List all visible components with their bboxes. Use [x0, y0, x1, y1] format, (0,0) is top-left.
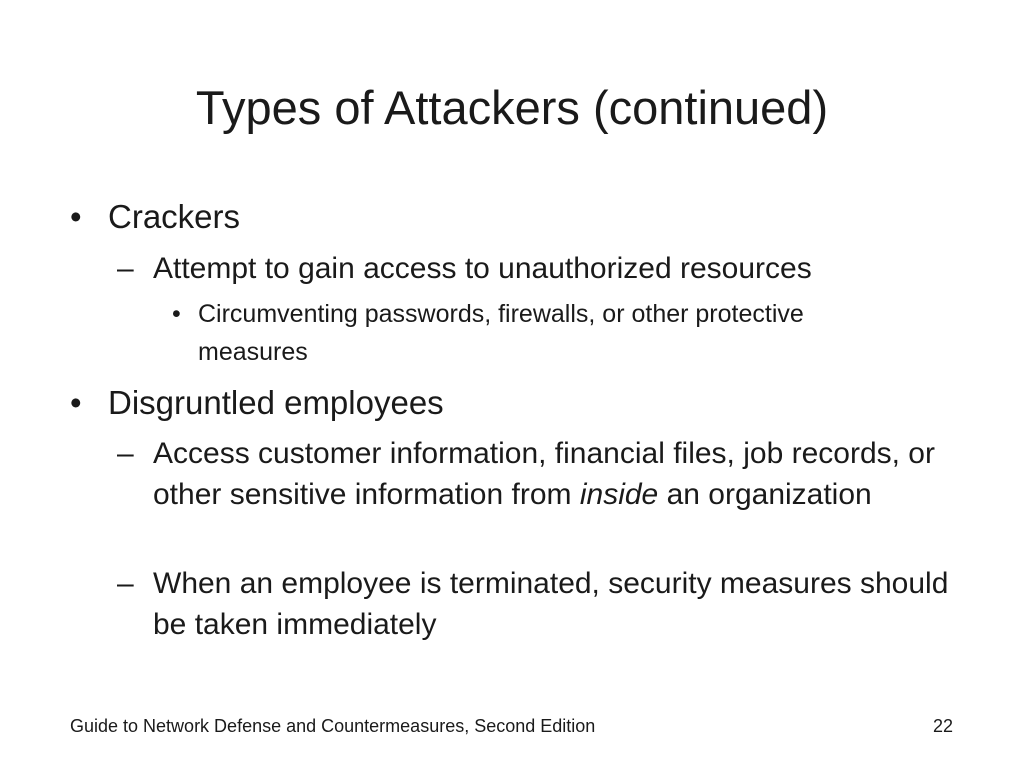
footer-text: Guide to Network Defense and Countermeasures, Second Edition — [70, 716, 596, 736]
bullet-text: Disgruntled employees — [108, 384, 444, 421]
emphasis-text: inside — [579, 478, 659, 511]
sub-item-access-info — [117, 433, 968, 515]
dash-icon: – — [117, 252, 134, 285]
sub-item-terminated — [117, 563, 968, 645]
sub-item-attempt-access — [117, 248, 968, 289]
bullet-text: Crackers — [108, 198, 241, 235]
bullet-icon: • — [70, 384, 82, 421]
sub-sub-item-text: Circumventing passwords, firewalls, or other protective measures — [198, 300, 804, 366]
sub-sub-item-circumventing — [172, 295, 838, 371]
dash-icon: – — [117, 567, 134, 600]
bullet-item-crackers — [70, 197, 968, 237]
slide-title: Types of Attackers (continued) — [195, 81, 829, 134]
page-number: 22 — [932, 716, 953, 736]
dash-icon: – — [117, 437, 134, 470]
sub-item-text: When an employee is terminated, security measures should be taken immediately — [153, 567, 949, 641]
bullet-item-disgruntled — [70, 383, 968, 423]
bullet-icon: • — [70, 198, 82, 235]
sub-item-text-before: Access customer information, financial files, job records, or other sensitive information from — [153, 437, 935, 511]
sub-item-text: Attempt to gain access to unauthorized resources — [153, 252, 812, 285]
bullet-icon: • — [172, 300, 181, 328]
sub-item-text-after: an organization — [658, 478, 872, 511]
